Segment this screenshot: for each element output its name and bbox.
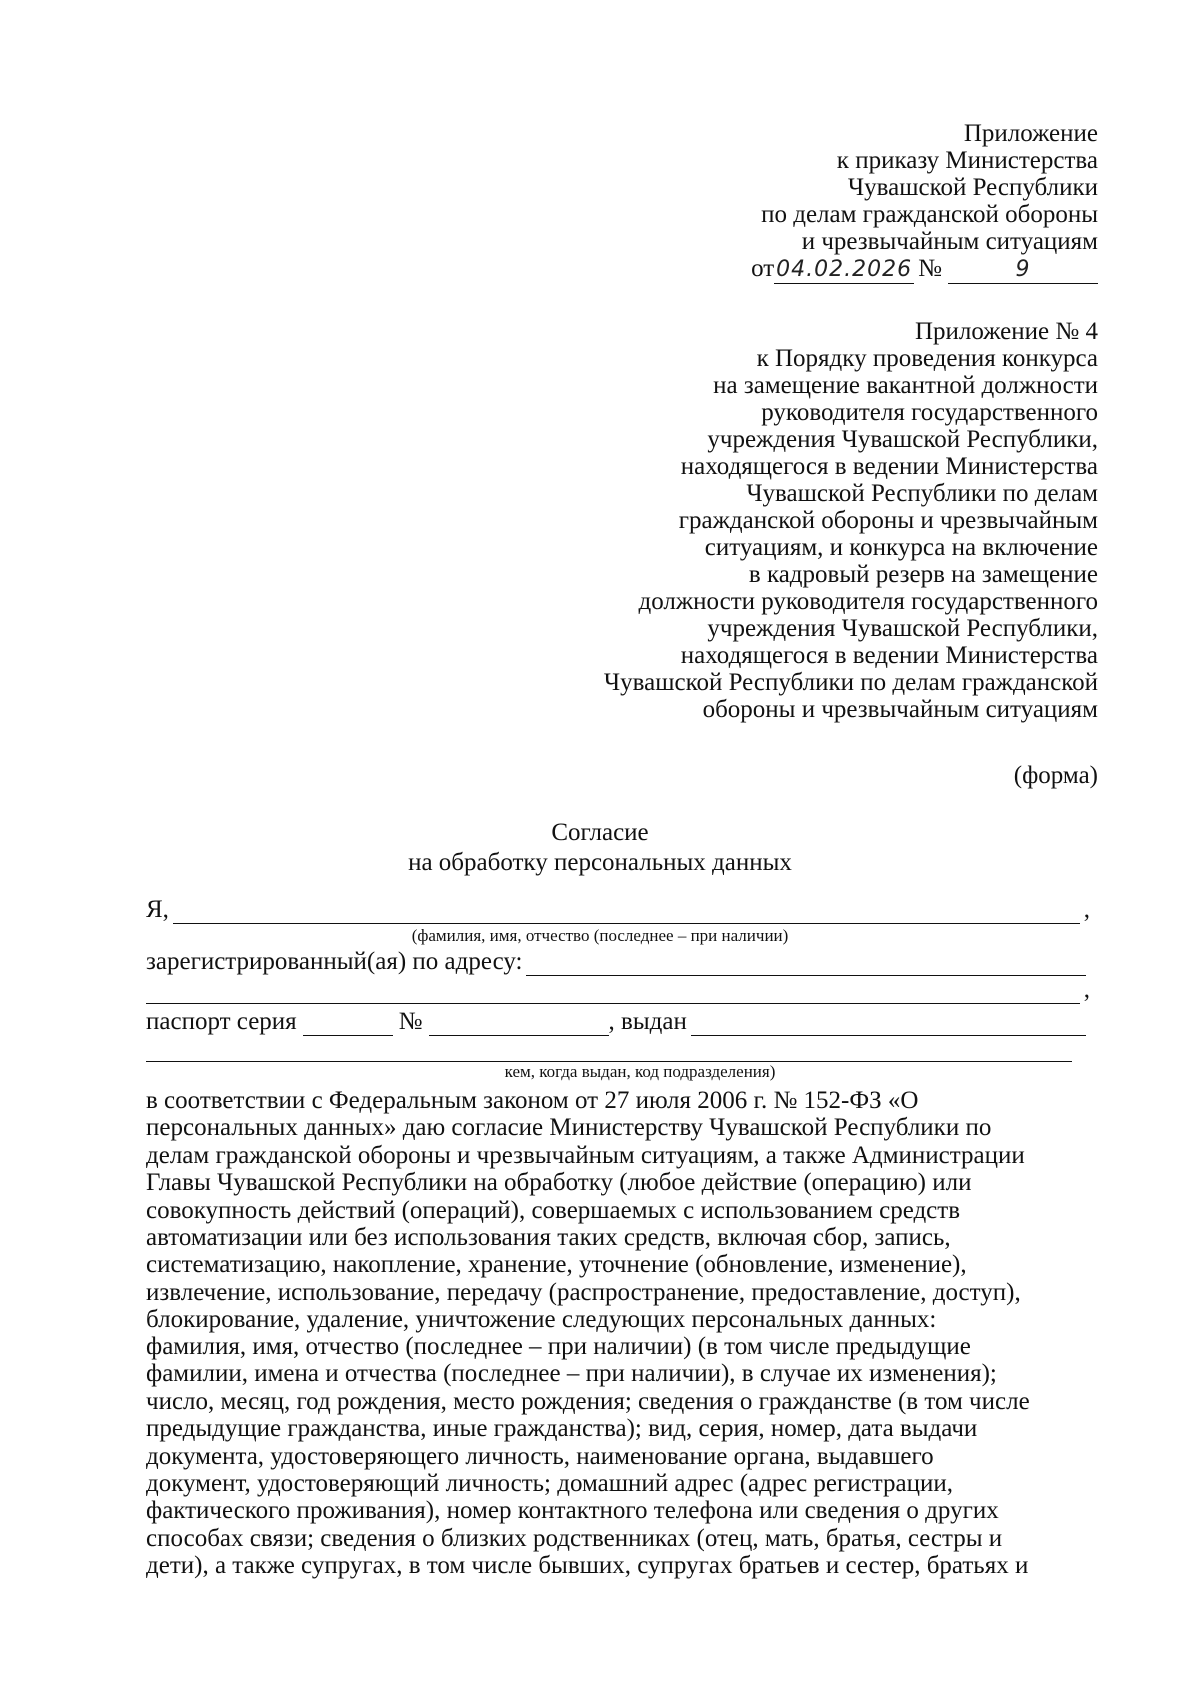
attachment-header-line: Чувашской Республики [847, 174, 1098, 201]
attachment-header-line: и чрезвычайным ситуациям [801, 228, 1098, 255]
document-title [0, 818, 1200, 878]
appendix-header-line: находящегося в ведении Министерства [680, 642, 1098, 669]
appendix-header-line: Чувашской Республики по делам [746, 480, 1098, 507]
appendix-header-line: учреждения Чувашской Республики, [707, 426, 1098, 453]
appendix-header-line: ситуациям, и конкурса на включение [704, 534, 1098, 561]
paragraph-line: персональных данных» даю согласие Министерству Чувашской Республики по [146, 1114, 992, 1142]
paragraph-line: дети), а также супругах, в том числе бывших, супругах братьев и сестер, братьях и [146, 1552, 1029, 1580]
appendix-header-line: должности руководителя государственного [638, 588, 1098, 615]
consent-paragraph-2 [146, 1333, 1090, 1580]
address-suffix: , [1083, 976, 1090, 1003]
attachment-header-line: по делам гражданской обороны [761, 201, 1098, 228]
address-label: зарегистрированный(ая) по адресу: [146, 948, 523, 975]
address-row [146, 946, 1090, 976]
form-label: (форма) [1013, 762, 1098, 789]
order-date-handwritten: 04.02.2026 [776, 257, 913, 282]
paragraph-line: извлечение, использование, передачу (распространение, предоставление, доступ), [146, 1278, 1021, 1306]
address-field[interactable] [526, 953, 1086, 976]
attachment-header-line: к приказу Министерства [836, 147, 1098, 174]
passport-series-label: паспорт серия [146, 1008, 297, 1035]
paragraph-line: Главы Чувашской Республики на обработку (любое действие (операцию) или [146, 1169, 972, 1197]
attachment-header-line: Приложение [963, 120, 1098, 147]
appendix-header-line: в кадровый резерв на замещение [748, 561, 1098, 588]
order-reference-line [751, 255, 1098, 284]
paragraph-line: систематизацию, накопление, хранение, уточнение (обновление, изменение), [146, 1251, 967, 1279]
paragraph-line: делам гражданской обороны и чрезвычайным ситуациям, а также Администрации [146, 1141, 1025, 1169]
passport-issued-label: , выдан [608, 1008, 687, 1035]
paragraph-line: число, месяц, год рождения, место рождения; сведения о гражданстве (в том числе [146, 1387, 1030, 1415]
appendix-header [604, 318, 1098, 723]
name-caption: (фамилия, имя, отчество (последнее – при наличии) [411, 926, 789, 945]
appendix-header-line: учреждения Чувашской Республики, [707, 615, 1098, 642]
issued-row-2 [146, 1032, 1076, 1062]
appendix-header-line: руководителя государственного [761, 399, 1098, 426]
paragraph-line: в соответствии с Федеральным законом от 27 июля 2006 г. № 152-ФЗ «О [146, 1087, 919, 1114]
title-line-2: на обработку персональных данных [408, 849, 792, 876]
issued-caption: кем, когда выдан, код подразделения) [504, 1062, 776, 1081]
paragraph-line: предыдущие гражданства, иные гражданства); вид, серия, номер, дата выдачи [146, 1415, 978, 1443]
paragraph-line: фактического проживания), номер контактного телефона или сведения о других [146, 1497, 999, 1525]
appendix-header-line: Чувашской Республики по делам гражданской [603, 669, 1098, 696]
order-number-handwritten: 9 [1015, 257, 1031, 282]
order-prefix: от [751, 255, 775, 282]
paragraph-line: способах связи; сведения о близких родственниках (отец, мать, братья, сестры и [146, 1524, 1003, 1552]
appendix-header-line: на замещение вакантной должности [713, 372, 1098, 399]
appendix-header-line: гражданской обороны и чрезвычайным [678, 507, 1098, 534]
name-prefix: Я, [146, 896, 169, 923]
paragraph-line: автоматизации или без использования таких средств, включая сбор, запись, [146, 1224, 951, 1252]
order-number-field [948, 255, 1098, 284]
paragraph-line: совокупность действий (операций), совершаемых с использованием средств [146, 1196, 961, 1224]
appendix-header-line: обороны и чрезвычайным ситуациям [702, 696, 1098, 723]
appendix-header-line: находящегося в ведении Министерства [680, 453, 1098, 480]
paragraph-line: документа, удостоверяющего личность, наименование органа, выдавшего [146, 1442, 934, 1470]
consent-paragraph-1 [146, 1087, 1090, 1334]
full-name-field[interactable] [173, 901, 1080, 924]
paragraph-line: документ, удостоверяющий личность; домашний адрес (адрес регистрации, [146, 1470, 953, 1498]
passport-issued-field-continued[interactable] [146, 1039, 1072, 1062]
name-row [146, 894, 1090, 924]
name-suffix: , [1083, 896, 1090, 923]
order-number-label: № [918, 255, 942, 282]
attachment-header [751, 120, 1098, 284]
appendix-header-line: Приложение № 4 [914, 318, 1098, 345]
title-line-1: Согласие [551, 819, 649, 846]
appendix-header-line: к Порядку проведения конкурса [756, 345, 1098, 372]
passport-number-label: № [398, 1008, 423, 1035]
address-row-2 [146, 974, 1090, 1004]
paragraph-line: блокирование, удаление, уничтожение следующих персональных данных: [146, 1306, 937, 1334]
address-field-continued[interactable] [146, 981, 1080, 1004]
paragraph-line: фамилии, имена и отчества (последнее – при наличии), в случае их изменения); [146, 1360, 997, 1388]
paragraph-line: фамилия, имя, отчество (последнее – при наличии) (в том числе предыдущие [146, 1333, 971, 1360]
